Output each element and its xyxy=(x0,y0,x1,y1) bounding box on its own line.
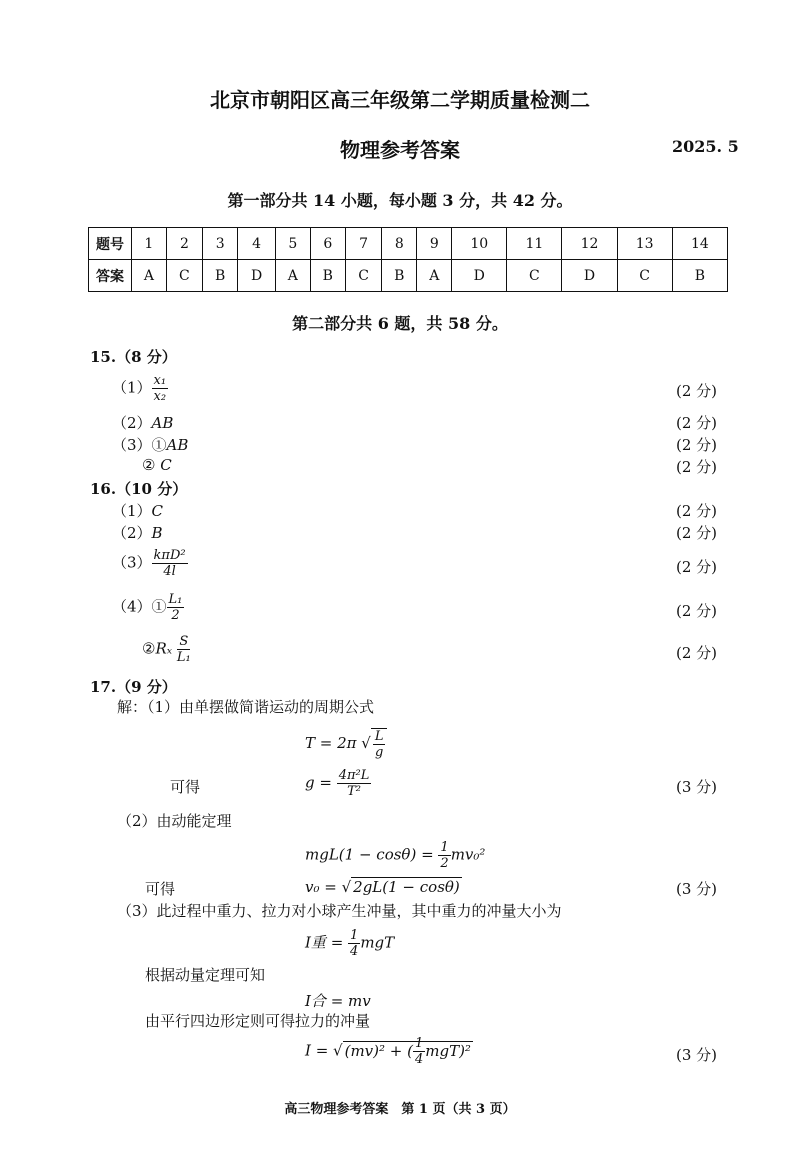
answer-cell: A xyxy=(275,260,310,292)
formula-tension-impulse: I = √ (mv)² + ( $\frac{1}{4}$ mgT)² xyxy=(305,1036,471,1067)
q15-answer-3 xyxy=(112,434,188,455)
label: （1） xyxy=(112,502,152,520)
kede-label: 可得 xyxy=(145,880,176,898)
fraction xyxy=(371,728,388,760)
question-number: 7 xyxy=(345,228,381,260)
denominator: 4 xyxy=(414,1052,424,1067)
fraction xyxy=(167,592,185,623)
answer-cell: B xyxy=(310,260,345,292)
formula-rhs: mv₀² xyxy=(450,845,486,864)
fraction xyxy=(438,840,450,871)
question-number: 4 xyxy=(238,228,276,260)
fraction xyxy=(177,634,191,665)
numerator: 4π²L xyxy=(338,768,370,783)
label: ② xyxy=(142,639,156,658)
formula-lhs: v₀ = xyxy=(305,878,337,896)
numerator: 1 xyxy=(414,1036,424,1051)
question-number: 2 xyxy=(166,228,202,260)
value: C xyxy=(160,456,172,474)
exam-title: 北京市朝阳区高三年级第二学期质量检测二 xyxy=(210,88,590,112)
q17-step-5: 由平行四边形定则可得拉力的冲量 xyxy=(145,1012,371,1030)
table-row-numbers xyxy=(89,228,728,260)
label: （3）① xyxy=(112,436,167,454)
date: 2025. 5 xyxy=(672,137,739,156)
table-row-answers xyxy=(89,260,728,292)
question-number: 14 xyxy=(672,228,727,260)
score: (2 分) xyxy=(676,458,718,476)
part1-heading: 第一部分共 14 小题，每小题 3 分，共 42 分。 xyxy=(227,191,573,210)
denominator: g xyxy=(375,745,384,760)
fraction xyxy=(348,928,360,959)
q16-heading: 16.（10 分） xyxy=(90,480,188,498)
answer-cell: C xyxy=(507,260,562,292)
answer-cell: A xyxy=(417,260,452,292)
numerator: 1 xyxy=(440,840,449,855)
answer-cell: C xyxy=(345,260,381,292)
question-number: 9 xyxy=(417,228,452,260)
q17-step-4: 根据动量定理可知 xyxy=(145,966,266,984)
formula-period: T = 2π √ $\frac{L}{g}$ xyxy=(305,728,387,760)
value: C xyxy=(151,502,164,520)
score: (2 分) xyxy=(676,382,718,400)
formula-lhs: T = 2π xyxy=(305,734,357,752)
radicand: 2gL(1 − cosθ) xyxy=(353,878,460,896)
answer-cell: B xyxy=(382,260,417,292)
answer-table xyxy=(88,227,728,292)
formula-energy xyxy=(305,840,485,871)
q16-answer-4b xyxy=(142,634,191,665)
score: (3 分) xyxy=(676,778,718,796)
question-number: 13 xyxy=(617,228,672,260)
question-number: 10 xyxy=(452,228,507,260)
question-number: 6 xyxy=(310,228,345,260)
denominator: x₂ xyxy=(153,389,167,404)
answer-cell: D xyxy=(238,260,276,292)
fraction xyxy=(337,768,372,799)
formula-momentum: I合 = mv xyxy=(305,992,371,1010)
value: Rₓ xyxy=(155,639,173,658)
denominator: 4 xyxy=(350,944,359,959)
document-subtitle: 物理参考答案 xyxy=(340,138,460,162)
formula-v0: v₀ = √ 2gL(1 − cosθ) xyxy=(305,878,460,896)
q16-answer-3 xyxy=(112,548,188,579)
numerator: S xyxy=(179,634,189,649)
numerator: 1 xyxy=(350,928,359,943)
formula-lhs: I = xyxy=(305,1041,329,1060)
q15-answer-3b xyxy=(142,456,172,474)
denominator: T² xyxy=(347,784,362,799)
formula-gravity-impulse xyxy=(305,928,394,959)
term: (mv)² + ( xyxy=(344,1041,413,1060)
answer-cell: B xyxy=(203,260,238,292)
q15-answer-1 xyxy=(112,373,168,404)
value: B xyxy=(151,524,163,542)
answer-cell: A xyxy=(132,260,167,292)
denominator: 4l xyxy=(163,564,176,579)
question-number: 11 xyxy=(507,228,562,260)
numerator: x₁ xyxy=(153,373,167,388)
fraction xyxy=(413,1036,425,1067)
denominator: L₁ xyxy=(176,650,191,665)
label: （4）① xyxy=(112,597,167,616)
row-label: 题号 xyxy=(89,228,132,260)
q17-step-2: （2）由动能定理 xyxy=(117,812,232,830)
numerator: L xyxy=(374,729,384,744)
numerator: kπD² xyxy=(153,548,186,563)
question-number: 5 xyxy=(275,228,310,260)
value: AB xyxy=(166,436,189,454)
answer-cell: D xyxy=(452,260,507,292)
formula-lhs: g = xyxy=(305,773,332,792)
fraction xyxy=(152,373,169,404)
denominator: 2 xyxy=(440,856,449,871)
answer-cell: C xyxy=(166,260,202,292)
formula-rhs: mgT xyxy=(360,933,395,952)
question-number: 8 xyxy=(382,228,417,260)
fraction xyxy=(152,548,188,579)
part2-heading: 第二部分共 6 题，共 58 分。 xyxy=(292,314,508,333)
score: (2 分) xyxy=(676,644,718,662)
score: (2 分) xyxy=(676,602,718,620)
row-label: 答案 xyxy=(89,260,132,292)
question-number: 12 xyxy=(562,228,617,260)
q16-answer-2 xyxy=(112,522,163,543)
answer-cell: C xyxy=(617,260,672,292)
answer-cell: D xyxy=(562,260,617,292)
score: (2 分) xyxy=(676,414,718,432)
denominator: 2 xyxy=(171,608,180,623)
score: (3 分) xyxy=(676,880,718,898)
formula-lhs: mgL(1 − cosθ) = xyxy=(305,845,434,864)
value: AB xyxy=(151,414,174,432)
q17-step-1: 解：（1）由单摆做简谐运动的周期公式 xyxy=(117,698,375,716)
numerator: L₁ xyxy=(168,592,183,607)
label: （3） xyxy=(112,553,152,572)
q15-answer-2 xyxy=(112,412,173,433)
answer-cell: B xyxy=(672,260,727,292)
page-footer: 高三物理参考答案 第 1 页（共 3 页） xyxy=(284,1102,516,1117)
term: mgT)² xyxy=(425,1041,471,1060)
q17-heading: 17.（9 分） xyxy=(90,678,177,696)
score: (3 分) xyxy=(676,1046,718,1064)
label: （2） xyxy=(112,414,152,432)
q17-step-3: （3）此过程中重力、拉力对小球产生冲量，其中重力的冲量大小为 xyxy=(117,902,562,920)
q16-answer-1 xyxy=(112,500,163,521)
score: (2 分) xyxy=(676,436,718,454)
q15-heading: 15.（8 分） xyxy=(90,348,177,366)
question-number: 1 xyxy=(132,228,167,260)
question-number: 3 xyxy=(203,228,238,260)
formula-lhs: I重 = xyxy=(305,933,344,952)
score: (2 分) xyxy=(676,558,718,576)
q16-answer-4 xyxy=(112,592,184,623)
label: （2） xyxy=(112,524,152,542)
score: (2 分) xyxy=(676,524,718,542)
score: (2 分) xyxy=(676,502,718,520)
label: ② xyxy=(142,456,156,474)
kede-label: 可得 xyxy=(170,778,201,796)
label: （1） xyxy=(112,378,152,397)
formula-g xyxy=(305,768,371,799)
